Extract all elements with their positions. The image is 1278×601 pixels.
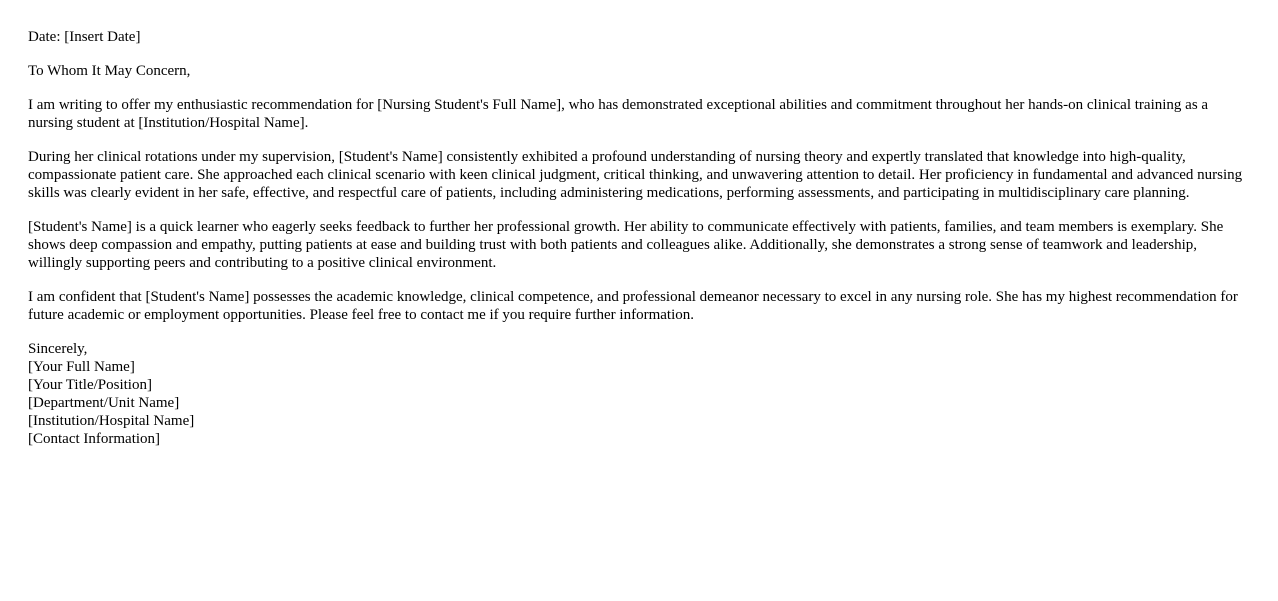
signature-department: [Department/Unit Name] [28,395,180,411]
letter-paragraph-clinical-skills: During her clinical rotations under my supervision, [Student's Name] consistently exhibited a profound understanding of nursing theory and expertly translated that knowledge into high-quality, compassionate patient care. She approached each clinical scenario with keen clinical judgment, critical thinking, and unwavering attention to detail. Her proficiency in fundamental and advanced nursing skills was clearly evident in her safe, effective, and respectful care of patients, including administering medications, performing assessments, and participating in multidisciplinary care planning. [28,149,1243,201]
letter-salutation: To Whom It May Concern, [28,63,191,79]
letter-date: Date: [Insert Date] [28,29,141,45]
letter-closing: Sincerely, [28,341,88,357]
letter-paragraph-conclusion: I am confident that [Student's Name] possesses the academic knowledge, clinical competence, and professional demeanor necessary to excel in any nursing role. She has my highest recommendation for future academic or employment opportunities. Please feel free to contact me if you require further information. [28,289,1238,323]
letter-paragraph-intro: I am writing to offer my enthusiastic recommendation for [Nursing Student's Full Name], who has demonstrated exceptional abilities and commitment throughout her hands-on clinical training as a nursing student at [Institution/Hospital Name]. [28,97,1209,131]
letter-paragraph-personal-qualities: [Student's Name] is a quick learner who eagerly seeks feedback to further her professional growth. Her ability to communicate effectively with patients, families, and team members is exemplary. She shows deep compassion and empathy, putting patients at ease and building trust with both patients and colleagues alike. Additionally, she demonstrates a strong sense of teamwork and leadership, willingly supporting peers and contributing to a positive clinical environment. [28,219,1224,271]
signature-title: [Your Title/Position] [28,377,152,393]
recommendation-letter [28,28,1243,448]
signature-name: [Your Full Name] [28,359,135,375]
signature-contact: [Contact Information] [28,431,161,447]
signature-institution: [Institution/Hospital Name] [28,413,195,429]
signature-block [28,340,1243,448]
